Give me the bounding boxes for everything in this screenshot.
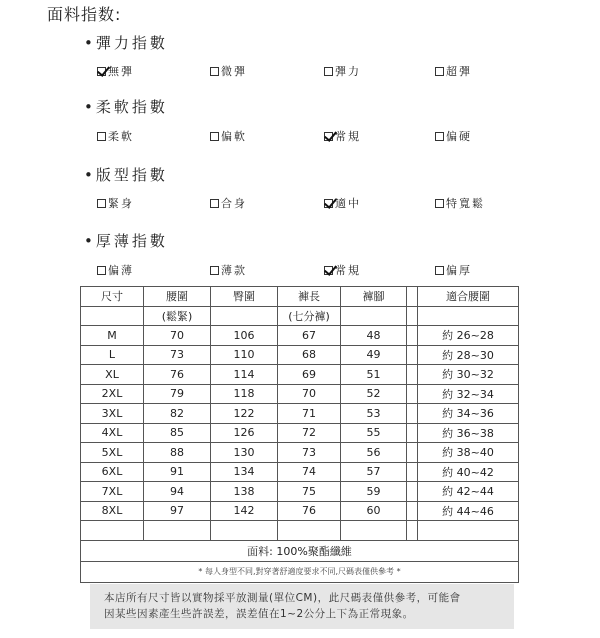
table-cell [407, 404, 418, 424]
table-cell: 138 [211, 482, 278, 502]
section-heading: •柔軟指數 [84, 98, 168, 116]
table-cell: 76 [278, 501, 341, 521]
option-label: 無彈 [108, 65, 134, 78]
table-cell: M [81, 326, 144, 346]
table-cell: 51 [341, 365, 407, 385]
option-item[interactable] [210, 128, 247, 144]
table-row [81, 462, 519, 482]
table-cell: 尺寸 [81, 287, 144, 307]
page-title: 面料指数: [47, 5, 122, 24]
option-item[interactable] [97, 262, 134, 278]
table-cell [341, 306, 407, 326]
table-cell: 71 [278, 404, 341, 424]
table-cell: 73 [278, 443, 341, 463]
option-item[interactable] [324, 128, 361, 144]
table-subheader-row [81, 306, 519, 326]
measurement-disclaimer [90, 584, 514, 629]
table-cell: 68 [278, 345, 341, 365]
table-cell: 76 [144, 365, 211, 385]
table-row [81, 384, 519, 404]
table-cell: 48 [341, 326, 407, 346]
table-cell: 75 [278, 482, 341, 502]
table-cell: 約 32~34 [418, 384, 519, 404]
checkbox-icon[interactable] [210, 266, 219, 275]
table-cell: 褲長 [278, 287, 341, 307]
checkbox-icon[interactable] [97, 266, 106, 275]
note-row [81, 561, 519, 582]
table-cell: 約 34~36 [418, 404, 519, 424]
table-cell [341, 521, 407, 541]
table-cell: 4XL [81, 423, 144, 443]
table-row [81, 501, 519, 521]
checkbox-icon[interactable] [324, 67, 333, 76]
table-row [81, 345, 519, 365]
table-row [81, 365, 519, 385]
table-cell: 114 [211, 365, 278, 385]
table-row [81, 326, 519, 346]
table-cell: 52 [341, 384, 407, 404]
option-label: 適中 [335, 197, 361, 210]
disclaimer-line-1: 本店所有尺寸皆以實物採平放測量(單位CM)，此尺碼表僅供參考，可能會 [104, 592, 461, 604]
section-heading: •厚薄指數 [84, 232, 168, 250]
option-item[interactable] [324, 195, 361, 211]
table-cell [407, 384, 418, 404]
option-item[interactable] [435, 195, 485, 211]
table-cell [81, 306, 144, 326]
table-row [81, 482, 519, 502]
table-cell: 82 [144, 404, 211, 424]
table-cell: 2XL [81, 384, 144, 404]
table-cell: 91 [144, 462, 211, 482]
table-cell: 74 [278, 462, 341, 482]
checkbox-icon[interactable] [435, 132, 444, 141]
option-item[interactable] [435, 128, 472, 144]
option-label: 緊身 [108, 197, 134, 210]
table-row [81, 443, 519, 463]
checked-checkbox-icon[interactable] [324, 199, 333, 208]
table-cell: 94 [144, 482, 211, 502]
checkbox-icon[interactable] [97, 199, 106, 208]
table-cell: 約 40~42 [418, 462, 519, 482]
table-cell: 85 [144, 423, 211, 443]
size-chart [80, 286, 519, 583]
option-label: 薄款 [221, 264, 247, 277]
option-label: 偏硬 [446, 130, 472, 143]
table-row [81, 404, 519, 424]
checked-checkbox-icon[interactable] [324, 132, 333, 141]
table-cell: 122 [211, 404, 278, 424]
table-cell [407, 287, 418, 307]
option-label: 合身 [221, 197, 247, 210]
option-label: 常規 [335, 264, 361, 277]
table-cell [407, 423, 418, 443]
checked-checkbox-icon[interactable] [324, 266, 333, 275]
checkbox-icon[interactable] [435, 199, 444, 208]
table-cell: 49 [341, 345, 407, 365]
table-cell: 118 [211, 384, 278, 404]
option-item[interactable] [210, 63, 247, 79]
table-cell: 70 [278, 384, 341, 404]
table-cell: 97 [144, 501, 211, 521]
checkbox-icon[interactable] [435, 266, 444, 275]
size-chart-note: * 每人身型不同,對穿著舒適度要求不同,尺碼表僅供參考 * [81, 561, 519, 582]
option-label: 偏薄 [108, 264, 134, 277]
option-item[interactable] [324, 63, 361, 79]
section-heading: •版型指數 [84, 166, 168, 184]
table-cell: XL [81, 365, 144, 385]
table-cell: (鬆緊) [144, 306, 211, 326]
table-cell [418, 306, 519, 326]
option-label: 偏軟 [221, 130, 247, 143]
option-label: 常規 [335, 130, 361, 143]
option-item[interactable] [97, 63, 134, 79]
table-cell: L [81, 345, 144, 365]
option-item[interactable] [97, 128, 134, 144]
table-cell: 55 [341, 423, 407, 443]
table-cell: 79 [144, 384, 211, 404]
table-cell: 約 30~32 [418, 365, 519, 385]
table-cell [407, 365, 418, 385]
option-label: 微彈 [221, 65, 247, 78]
table-cell: 73 [144, 345, 211, 365]
table-cell [144, 521, 211, 541]
table-cell [407, 501, 418, 521]
checked-checkbox-icon[interactable] [97, 67, 106, 76]
table-cell: 3XL [81, 404, 144, 424]
option-item[interactable] [435, 262, 472, 278]
table-cell: 約 44~46 [418, 501, 519, 521]
checkbox-icon[interactable] [210, 67, 219, 76]
table-cell: 7XL [81, 482, 144, 502]
table-cell: 142 [211, 501, 278, 521]
table-cell [407, 521, 418, 541]
table-cell: 約 36~38 [418, 423, 519, 443]
checkbox-icon[interactable] [97, 132, 106, 141]
option-label: 超彈 [446, 65, 472, 78]
table-cell: 57 [341, 462, 407, 482]
disclaimer-line-2: 因某些因素產生些許誤差，誤差值在1~2公分上下為正常現象。 [104, 608, 414, 620]
table-cell: 6XL [81, 462, 144, 482]
option-label: 特寬鬆 [446, 197, 485, 210]
table-cell: 60 [341, 501, 407, 521]
option-item[interactable] [210, 262, 247, 278]
table-cell: 53 [341, 404, 407, 424]
option-item[interactable] [324, 262, 361, 278]
option-label: 偏厚 [446, 264, 472, 277]
fabric-composition: 面料: 100%聚酯纖維 [81, 540, 519, 561]
table-cell: 腰圍 [144, 287, 211, 307]
option-item[interactable] [210, 195, 247, 211]
checkbox-icon[interactable] [210, 199, 219, 208]
option-label: 柔軟 [108, 130, 134, 143]
table-cell: 約 26~28 [418, 326, 519, 346]
table-cell: 88 [144, 443, 211, 463]
table-cell: 70 [144, 326, 211, 346]
table-cell: 8XL [81, 501, 144, 521]
checkbox-icon[interactable] [210, 132, 219, 141]
table-cell: 適合腰圍 [418, 287, 519, 307]
table-cell: 褲腳 [341, 287, 407, 307]
table-cell [418, 521, 519, 541]
table-cell: 5XL [81, 443, 144, 463]
table-cell [407, 443, 418, 463]
table-cell: 72 [278, 423, 341, 443]
table-row [81, 521, 519, 541]
table-cell [407, 482, 418, 502]
table-cell: 126 [211, 423, 278, 443]
table-cell: 67 [278, 326, 341, 346]
table-cell: 110 [211, 345, 278, 365]
option-item[interactable] [435, 63, 472, 79]
fabric-row [81, 540, 519, 561]
table-cell [407, 462, 418, 482]
option-item[interactable] [97, 195, 134, 211]
table-cell: 約 28~30 [418, 345, 519, 365]
table-cell [211, 306, 278, 326]
table-cell: 56 [341, 443, 407, 463]
table-cell: 約 42~44 [418, 482, 519, 502]
table-cell [278, 521, 341, 541]
table-cell [81, 521, 144, 541]
table-cell [407, 345, 418, 365]
table-row [81, 423, 519, 443]
table-cell: 134 [211, 462, 278, 482]
table-cell [407, 306, 418, 326]
table-cell: 臀圍 [211, 287, 278, 307]
table-cell: 106 [211, 326, 278, 346]
table-cell [407, 326, 418, 346]
checkbox-icon[interactable] [435, 67, 444, 76]
table-cell: 130 [211, 443, 278, 463]
option-label: 彈力 [335, 65, 361, 78]
table-cell: 59 [341, 482, 407, 502]
table-cell: 69 [278, 365, 341, 385]
table-cell: (七分褲) [278, 306, 341, 326]
table-cell: 約 38~40 [418, 443, 519, 463]
table-header-row [81, 287, 519, 307]
section-heading: •彈力指數 [84, 34, 168, 52]
table-cell [211, 521, 278, 541]
